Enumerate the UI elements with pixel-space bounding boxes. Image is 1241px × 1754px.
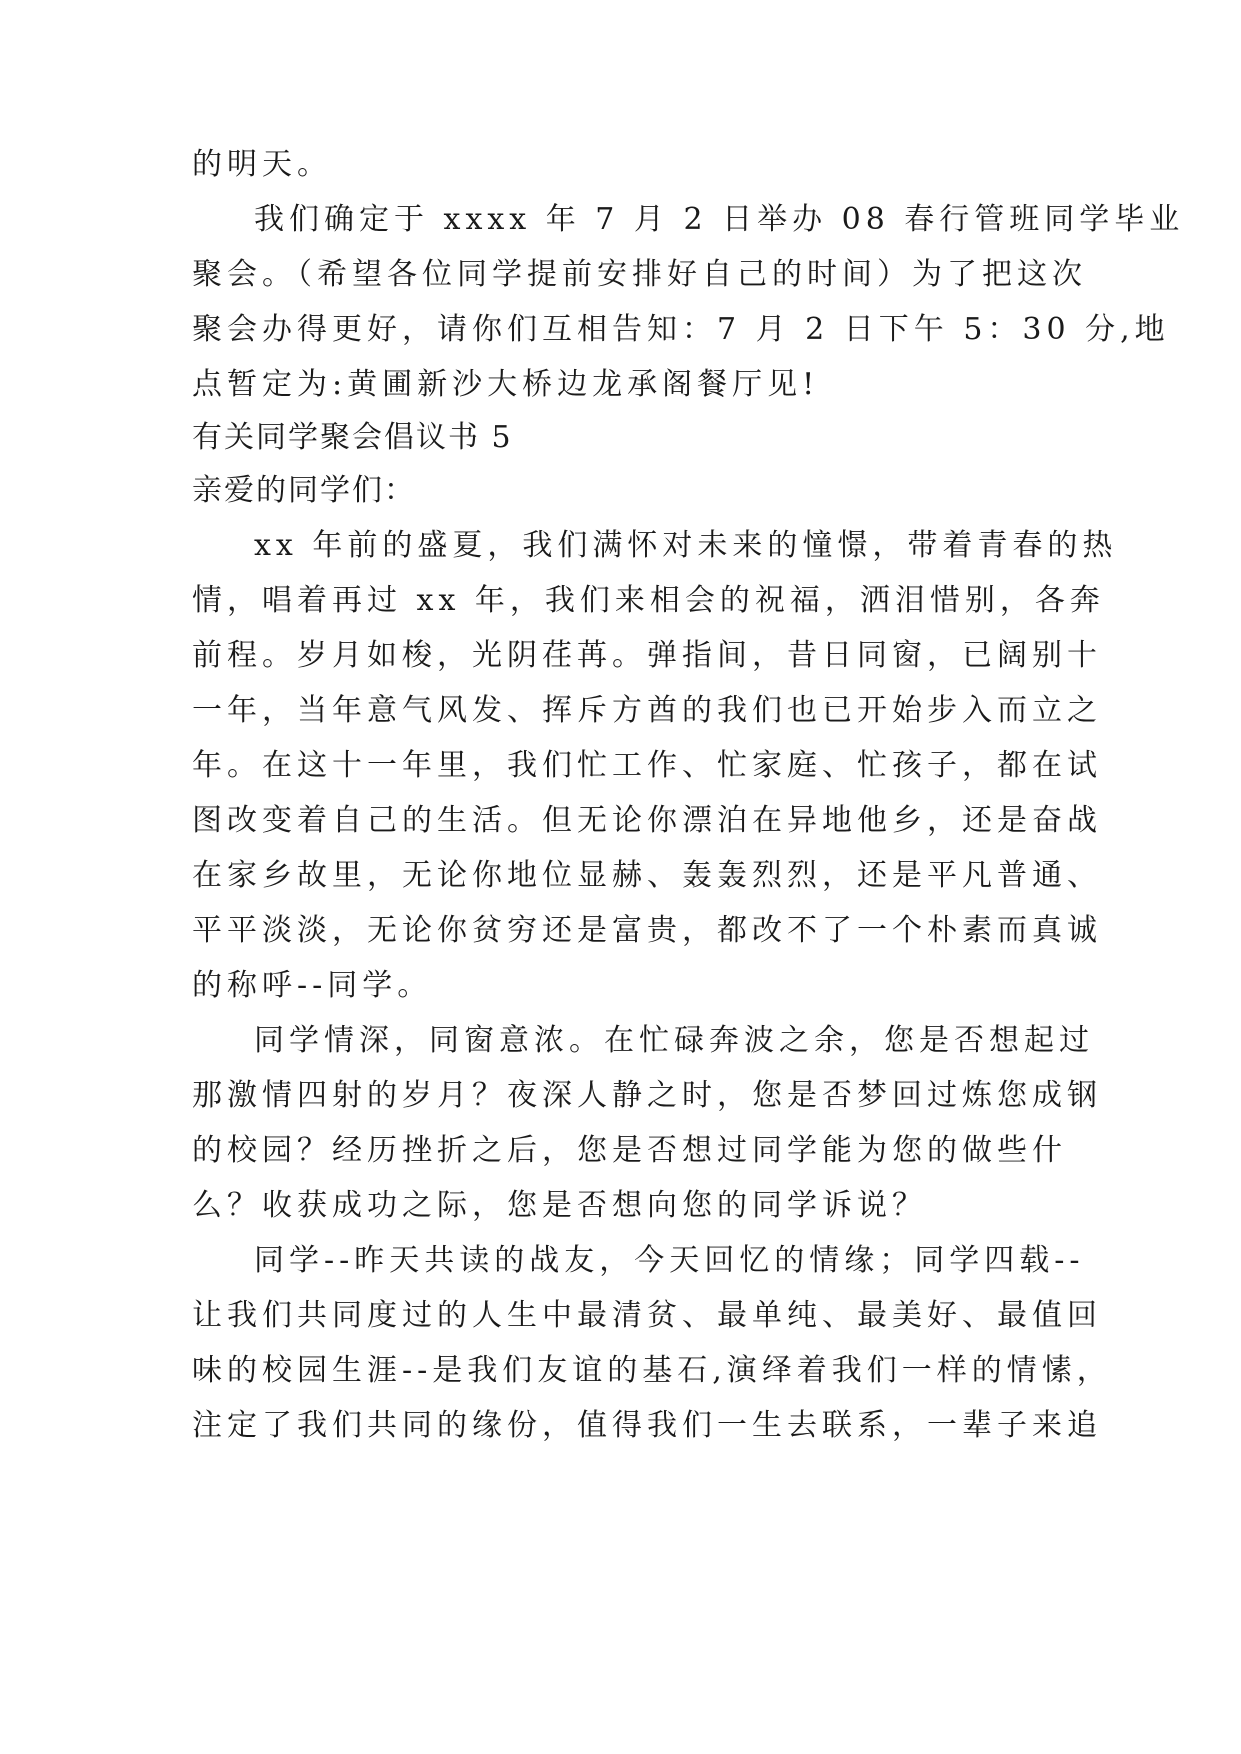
text-line: 注定了我们共同的缘份，值得我们一生去联系，一辈子来追 — [192, 1408, 1102, 1443]
text-line: 图改变着自己的生活。但无论你漂泊在异地他乡，还是奋战 — [192, 803, 1102, 838]
text-line: xx 年前的盛夏，我们满怀对未来的憧憬，带着青春的热 — [254, 528, 1118, 563]
text-line: 前程。岁月如梭，光阴荏苒。弹指间，昔日同窗，已阔别十 — [192, 638, 1102, 673]
text-line: 我们确定于 xxxx 年 7 月 2 日举办 08 春行管班同学毕业 — [254, 202, 1185, 237]
text-line: 味的校园生涯--是我们友谊的基石,演绎着我们一样的情愫， — [192, 1353, 1112, 1388]
text-line: 点暂定为:黄圃新沙大桥边龙承阁餐厅见! — [192, 367, 820, 402]
text-line: 的明天。 — [192, 147, 332, 182]
text-line: 么？收获成功之际，您是否想向您的同学诉说？ — [192, 1188, 927, 1223]
text-line: 情，唱着再过 xx 年，我们来相会的祝福，洒泪惜别，各奔 — [192, 583, 1105, 618]
text-line: 聚会。（希望各位同学提前安排好自己的时间）为了把这次 — [192, 257, 1087, 292]
salutation: 亲爱的同学们： — [192, 473, 416, 508]
text-line: 的称呼--同学。 — [192, 968, 433, 1003]
text-line: 同学情深，同窗意浓。在忙碌奔波之余，您是否想起过 — [254, 1023, 1094, 1058]
text-line: 聚会办得更好，请你们互相告知：7 月 2 日下午 5：30 分,地 — [192, 312, 1170, 347]
text-line: 同学--昨天共读的战友，今天回忆的情缘；同学四载-- — [254, 1243, 1085, 1278]
text-line: 在家乡故里，无论你地位显赫、轰轰烈烈，还是平凡普通、 — [192, 858, 1102, 893]
text-line: 那激情四射的岁月？夜深人静之时，您是否梦回过炼您成钢 — [192, 1078, 1102, 1113]
text-line: 让我们共同度过的人生中最清贫、最单纯、最美好、最值回 — [192, 1298, 1102, 1333]
text-line: 的校园？经历挫折之后，您是否想过同学能为您的做些什 — [192, 1133, 1067, 1168]
text-line: 年。在这十一年里，我们忙工作、忙家庭、忙孩子，都在试 — [192, 748, 1102, 783]
section-heading: 有关同学聚会倡议书 5 — [192, 420, 513, 455]
text-line: 一年，当年意气风发、挥斥方酋的我们也已开始步入而立之 — [192, 693, 1102, 728]
text-line: 平平淡淡，无论你贫穷还是富贵，都改不了一个朴素而真诚 — [192, 913, 1102, 948]
